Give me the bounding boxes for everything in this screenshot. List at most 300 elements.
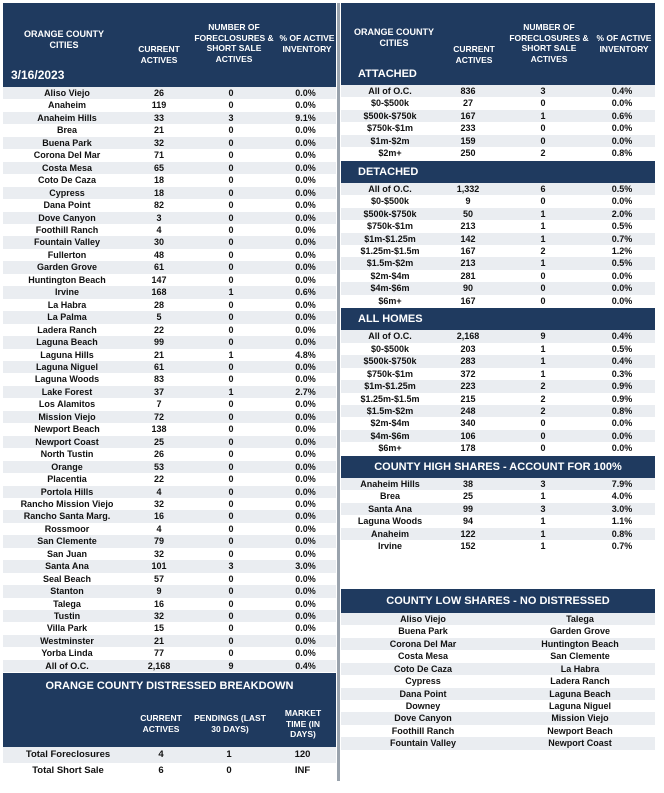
pct-inventory: 1.1% [611,516,633,527]
current-actives: 3 [156,212,162,223]
current-actives: 138 [151,424,167,435]
city-name: Corona Del Mar [33,150,101,161]
current-actives: 57 [153,573,164,584]
pct-inventory: 0.0% [295,399,316,410]
city-row [3,336,336,348]
current-actives: 281 [460,270,476,281]
pct-inventory: 0.0% [295,337,316,348]
distressed-count: 0 [228,573,234,584]
pct-inventory: 0.4% [611,356,633,367]
city-row [3,174,336,186]
pct-inventory: 0.0% [611,270,633,281]
city-row [3,647,336,659]
distressed-count: 0 [228,486,234,497]
price-range: $750k-$1m [366,123,414,134]
price-range: $750k-$1m [366,368,414,379]
city-name-right: Laguna Beach [549,688,611,699]
current-actives: 2,168 [456,331,480,342]
pct-inventory: 0.0% [611,98,633,109]
distressed-count: 0 [228,200,234,211]
current-actives: 122 [460,528,476,539]
current-actives: 22 [153,474,164,485]
attached-row [341,110,655,122]
city-row [3,386,336,398]
distressed-count: 1 [540,110,546,121]
high-shares-table [341,478,655,589]
pct-inventory: 0.0% [295,436,316,447]
pct-inventory: 0.0% [295,498,316,509]
city-row [3,585,336,597]
distressed-count: 9 [228,660,234,671]
distressed-count: 0 [228,523,234,534]
distressed-count: 3 [228,561,234,572]
col-pct-inventory: % OF ACTIVE INVENTORY [279,33,335,54]
distressed-row [3,747,336,763]
pct-inventory: 0.0% [611,196,633,207]
city-row [3,274,336,286]
city-row [3,486,336,498]
all-homes-row [341,380,655,392]
distressed-count: 1 [540,343,546,354]
pct-inventory: 0.8% [611,528,633,539]
distressed-count: 1 [540,208,546,219]
city-name-right: Newport Coast [548,738,612,749]
distressed-count: 0 [228,299,234,310]
seg-col-foreclosures: NUMBER OF FORECLOSURES & SHORT SALE ACTIVES [509,22,589,64]
current-actives: 30 [153,237,164,248]
pct-inventory: 0.7% [611,541,633,552]
distressed-count: 0 [228,361,234,372]
current-actives: 106 [460,430,476,441]
city-row [3,224,336,236]
all-homes-row [341,368,655,380]
pct-inventory: 0.0% [295,212,316,223]
high-share-row [341,515,655,527]
pct-inventory: 0.0% [295,635,316,646]
price-range: $2m-$4m [370,270,410,281]
distressed-count: 0 [228,262,234,273]
current-actives: 4 [158,749,164,761]
current-actives: 37 [153,386,164,397]
pct-inventory: 0.0% [295,648,316,659]
high-share-row [341,478,655,490]
pct-inventory: 0.0% [295,175,316,186]
city-row [3,660,336,672]
distressed-count: 0 [228,150,234,161]
price-range: $2m+ [378,148,402,159]
price-range: $1.25m-$1.5m [360,245,420,256]
detached-row [341,282,655,294]
current-actives: 250 [460,148,476,159]
current-actives: 48 [153,249,164,260]
seg-col-pct: % OF ACTIVE INVENTORY [596,33,652,54]
city-row [3,249,336,261]
city-name-left: Dana Point [399,688,447,699]
current-actives: 4 [156,486,162,497]
distressed-count: 0 [228,125,234,136]
city-name-left: Aliso Viejo [400,613,446,624]
distressed-count: 0 [228,635,234,646]
all-homes-row [341,393,655,405]
price-range: $0-$500k [370,98,410,109]
current-actives: 6 [158,765,164,777]
city-row [3,236,336,248]
city-name: Westminster [40,635,94,646]
city-name: Yorba Linda [41,648,93,659]
city-name: All of O.C. [45,660,89,671]
pct-inventory: 0.0% [611,283,633,294]
city-name: Cypress [49,187,85,198]
pct-inventory: 2.7% [295,386,316,397]
distressed-count: 2 [540,405,546,416]
distressed-count: 0 [228,474,234,485]
city-row [3,112,336,124]
column-divider [337,3,340,781]
city-name-right: La Habra [560,663,600,674]
attached-row [341,122,655,134]
distressed-count: 1 [540,528,546,539]
high-share-row [341,540,655,552]
city-row [3,286,336,298]
city-row [3,261,336,273]
attached-row [341,147,655,159]
current-actives: 50 [462,208,473,219]
low-share-row [341,675,655,687]
col-current-actives: CURRENT ACTIVES [138,44,180,65]
low-share-row [341,638,655,650]
distressed-count: 3 [228,112,234,123]
left-panel [3,3,336,779]
price-range: All of O.C. [368,86,412,96]
market-time: 120 [294,749,311,761]
price-range: $1.25m-$1.5m [360,393,420,404]
current-actives: 213 [460,258,476,269]
distressed-count: 0 [228,88,234,98]
current-actives: 836 [460,86,476,96]
current-actives: 9 [156,586,162,597]
current-actives: 215 [460,393,476,404]
distressed-count: 9 [540,331,546,342]
city-name-right: Mission Viejo [551,713,609,724]
city-name: Brea [56,125,77,136]
current-actives: 340 [460,418,476,429]
city-row [3,535,336,547]
current-actives: 82 [153,200,164,211]
current-actives: 372 [460,368,476,379]
pct-inventory: 0.0% [295,200,316,211]
city-row [3,124,336,136]
current-actives: 32 [153,611,164,622]
current-actives: 18 [153,175,164,186]
low-share-row [341,650,655,662]
pct-inventory: 9.1% [295,112,316,123]
city-name: Aliso Viejo [44,88,90,98]
pct-inventory: 0.0% [295,361,316,372]
distressed-header [3,699,336,747]
distressed-count: 0 [540,196,546,207]
current-actives: 168 [151,287,167,298]
city-name-left: Fountain Valley [389,738,456,749]
distressed-count: 0 [540,270,546,281]
report-date: 3/16/2023 [11,68,65,82]
distressed-count: 1 [540,516,546,527]
pct-inventory: 0.0% [295,573,316,584]
distressed-count: 1 [540,491,546,502]
current-actives: 26 [153,449,164,460]
current-actives: 61 [153,361,164,372]
price-range: $6m+ [378,443,402,454]
city-row [3,162,336,174]
current-actives: 32 [153,137,164,148]
city-name-right: Huntington Beach [541,638,619,649]
current-actives: 22 [153,324,164,335]
distressed-count: 1 [228,386,234,397]
city-name-right: Garden Grove [549,626,611,637]
detached-row [341,183,655,195]
price-range: $0-$500k [370,196,410,207]
detached-row [341,257,655,269]
distressed-count: 3 [540,503,546,514]
pct-inventory: 0.0% [295,623,316,634]
distressed-count: 1 [540,356,546,367]
distressed-count: 0 [228,324,234,335]
distressed-count: 0 [228,224,234,235]
city-name-right: Newport Beach [547,725,613,736]
city-name-left: Foothill Ranch [391,725,455,736]
detached-table [341,183,655,308]
city-name: Coto De Caza [37,175,96,186]
current-actives: 71 [153,150,164,161]
right-panel [341,3,655,750]
distressed-count: 0 [228,648,234,659]
current-actives: 203 [460,343,476,354]
pct-inventory: 0.8% [611,148,633,159]
pct-inventory: 0.0% [295,162,316,173]
city-name: Fountain Valley [33,237,100,248]
pct-inventory: 0.7% [611,233,633,244]
city-row [3,573,336,585]
current-actives: 142 [460,233,476,244]
city-name: San Clemente [37,536,97,547]
cities-header [3,3,336,87]
current-actives: 61 [153,262,164,273]
pct-inventory: 0.0% [611,135,633,146]
current-actives: 7 [156,399,162,410]
city-row [3,199,336,211]
all-homes-row [341,430,655,442]
distressed-count: 0 [228,175,234,186]
detached-row [341,270,655,282]
low-share-row [341,725,655,737]
current-actives: 18 [153,187,164,198]
detached-title: DETACHED [341,161,655,183]
distressed-count: 0 [228,598,234,609]
price-range: $6m+ [378,295,402,306]
current-actives: 53 [153,461,164,472]
cities-title: ORANGE COUNTY CITIES [23,29,104,50]
distressed-count: 0 [228,249,234,260]
price-range: All of O.C. [368,183,412,194]
pct-inventory: 0.0% [295,486,316,497]
price-range: $750k-$1m [366,221,414,232]
distressed-type: Total Foreclosures [25,749,111,761]
pct-inventory: 0.0% [295,424,316,435]
city-name-right: San Clemente [550,651,610,662]
current-actives: 159 [460,135,476,146]
current-actives: 147 [151,274,167,285]
current-actives: 83 [153,374,164,385]
pct-inventory: 3.0% [611,503,633,514]
city-name: Huntington Beach [28,274,106,285]
current-actives: 4 [156,523,162,534]
city-name: Dana Point [43,200,91,211]
city-name: Laguna Hills [40,349,94,360]
current-actives: 21 [153,349,164,360]
distressed-count: 0 [228,536,234,547]
price-range: $500k-$750k [363,208,417,219]
pct-inventory: 0.0% [295,598,316,609]
pct-inventory: 0.4% [295,660,316,671]
current-actives: 27 [462,98,473,109]
pct-inventory: 0.0% [295,411,316,422]
distressed-count: 1 [540,258,546,269]
current-actives: 5 [156,312,162,323]
distressed-count: 0 [540,283,546,294]
city-name: Santa Ana [368,503,412,514]
city-name: San Juan [46,548,87,559]
pct-inventory: 0.0% [295,137,316,148]
pct-inventory: 0.0% [295,150,316,161]
dist-col-current: CURRENT ACTIVES [140,713,182,734]
current-actives: 65 [153,162,164,173]
all-homes-row [341,405,655,417]
pct-inventory: 0.0% [295,548,316,559]
city-row [3,349,336,361]
city-row [3,498,336,510]
distressed-count: 2 [540,393,546,404]
city-name: Los Alamitos [38,399,96,410]
city-name: Newport Beach [34,424,100,435]
current-actives: 79 [153,536,164,547]
pct-inventory: 0.8% [611,405,633,416]
city-name: Anaheim Hills [37,112,97,123]
pct-inventory: 0.0% [295,125,316,136]
low-share-row [341,613,655,625]
city-name-right: Talega [566,613,594,624]
current-actives: 101 [151,561,167,572]
city-row [3,423,336,435]
distressed-count: 0 [228,100,234,111]
pct-inventory: 0.0% [295,88,316,98]
city-name-left: Costa Mesa [397,651,449,662]
pct-inventory: 1.2% [611,245,633,256]
current-actives: 4 [156,224,162,235]
pct-inventory: 3.0% [295,561,316,572]
city-name: Stanton [50,586,84,597]
pct-inventory: 0.9% [611,381,633,392]
city-name: Seal Beach [42,573,92,584]
detached-row [341,220,655,232]
city-row [3,523,336,535]
pct-inventory: 0.0% [295,536,316,547]
city-row [3,560,336,572]
segments-title: ORANGE COUNTY CITIES [353,27,434,48]
current-actives: 99 [153,337,164,348]
pct-inventory: 0.0% [295,511,316,522]
city-name: Talega [53,598,81,609]
current-actives: 72 [153,411,164,422]
distressed-count: 0 [540,123,546,134]
low-shares-table [341,613,655,750]
city-row [3,622,336,634]
distressed-count: 1 [540,221,546,232]
current-actives: 32 [153,548,164,559]
low-share-row [341,700,655,712]
city-row [3,411,336,423]
city-name: Anaheim Hills [360,478,420,489]
pct-inventory: 0.5% [611,258,633,269]
city-row [3,137,336,149]
current-actives: 9 [465,196,471,207]
price-range: $4m-$6m [370,283,410,294]
segments-header [341,3,655,63]
distressed-count: 0 [228,237,234,248]
city-name: Irvine [54,287,79,298]
city-name: Costa Mesa [41,162,93,173]
market-time: INF [294,765,311,777]
distressed-count: 3 [540,86,546,96]
city-row [3,299,336,311]
city-name: Fullerton [47,249,87,260]
current-actives: 233 [460,123,476,134]
distressed-count: 1 [228,287,234,298]
distressed-count: 0 [540,418,546,429]
city-row [3,187,336,199]
city-row [3,361,336,373]
all-homes-row [341,355,655,367]
distressed-count: 0 [228,374,234,385]
current-actives: 119 [151,100,167,111]
distressed-count: 0 [228,424,234,435]
city-row [3,398,336,410]
pct-inventory: 0.0% [295,274,316,285]
city-name-right: Laguna Niguel [548,700,611,711]
city-name: Dove Canyon [38,212,96,223]
distressed-count: 0 [228,399,234,410]
current-actives: 167 [460,245,476,256]
detached-row [341,233,655,245]
pct-inventory: 0.5% [611,343,633,354]
pct-inventory: 0.0% [611,123,633,134]
dist-col-pendings: PENDINGS (LAST 30 DAYS) [194,713,266,734]
price-range: $1m-$1.25m [364,381,416,392]
price-range: $500k-$750k [363,110,417,121]
city-name: Brea [379,491,400,502]
distressed-count: 0 [540,443,546,454]
current-actives: 16 [153,511,164,522]
distressed-type: Total Short Sale [32,765,104,777]
city-name-left: Coto De Caza [393,663,452,674]
pct-inventory: 0.0% [295,237,316,248]
distressed-count: 1 [540,368,546,379]
city-name: Newport Coast [35,436,99,447]
current-actives: 21 [153,635,164,646]
city-name: Laguna Woods [357,516,423,527]
city-row [3,149,336,161]
pct-inventory: 0.0% [295,374,316,385]
current-actives: 90 [462,283,473,294]
city-name: Orange [51,461,83,472]
